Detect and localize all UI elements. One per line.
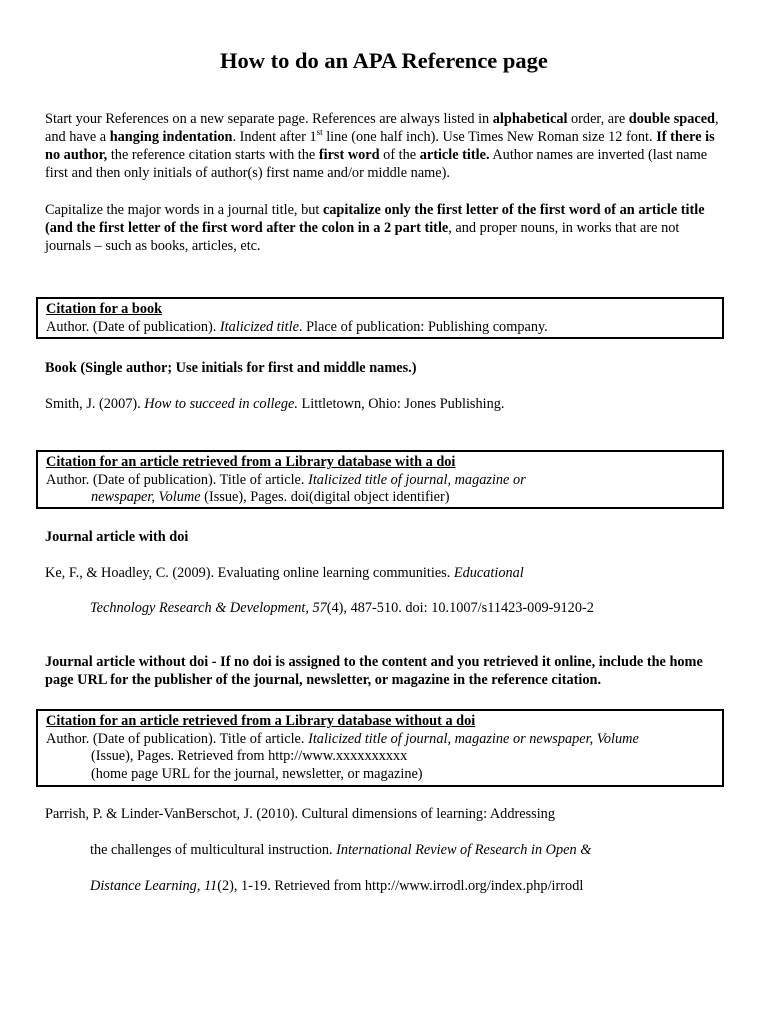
doi-heading: Journal article with doi [45, 529, 189, 545]
no-doi-example-line-3: Distance Learning, 11(2), 1-19. Retrieved from http://www.irrodl.org/index.php/irrodl [90, 878, 584, 894]
doi-example-line-2: Technology Research & Development, 57(4), 487-510. doi: 10.1007/s11423-009-9120-2 [90, 600, 594, 616]
doi-example-line-1: Ke, F., & Hoadley, C. (2009). Evaluating online learning communities. Educational [45, 565, 524, 581]
book-citation-box [36, 297, 724, 339]
book-citation-format: Author. (Date of publication). Italicized title. Place of publication: Publishing company. [46, 318, 548, 335]
intro-paragraph-2: Capitalize the major words in a journal title, but capitalize only the first letter of the first word of an article title (and the first letter of the first word after the colon in a 2 part title, and proper nouns, in works that are not journals – such as books, articles, etc. [45, 202, 705, 254]
book-citation-box-title: Citation for a book [46, 301, 163, 317]
page-title: How to do an APA Reference page [220, 48, 548, 73]
book-heading: Book (Single author; Use initials for first and middle names.) [45, 360, 417, 376]
no-doi-citation-format-line-3: (home page URL for the journal, newsletter, or magazine) [91, 765, 423, 782]
book-example: Smith, J. (2007). How to succeed in college. Littletown, Ohio: Jones Publishing. [45, 396, 505, 412]
doi-citation-box [36, 450, 724, 509]
no-doi-citation-format-line-1: Author. (Date of publication). Title of article. Italicized title of journal, magazine or newspaper, Volume [46, 730, 639, 747]
no-doi-example-line-2: the challenges of multicultural instruction. International Review of Research in Open & [90, 842, 592, 858]
doi-citation-box-title: Citation for an article retrieved from a Library database with a doi [46, 454, 456, 470]
no-doi-citation-box-title: Citation for an article retrieved from a Library database without a doi [46, 713, 476, 729]
intro-paragraph-1: Start your References on a new separate page. References are always listed in alphabetical order, are double spaced, and have a hanging indentation. Indent after 1st line (one half inch). Use Times New Roman size 12 font. If there is no author, the reference citation starts with the first word of the article title. Author names are inverted (last name first and then only initials of author(s) first name and/or middle name). [45, 111, 719, 181]
no-doi-citation-format-line-2: (Issue), Pages. Retrieved from http://www.xxxxxxxxxx [91, 748, 408, 765]
doi-citation-format-line-2: newspaper, Volume (Issue), Pages. doi(digital object identifier) [91, 489, 450, 506]
no-doi-example-line-1: Parrish, P. & Linder-VanBerschot, J. (2010). Cultural dimensions of learning: Addressing [45, 806, 555, 822]
no-doi-citation-box [36, 709, 724, 787]
no-doi-heading: Journal article without doi - If no doi is assigned to the content and you retrieved it online, include the home page URL for the publisher of the journal, newsletter, or magazine in the reference citation. [45, 654, 703, 688]
doi-citation-format-line-1: Author. (Date of publication). Title of article. Italicized title of journal, magazine or [46, 471, 526, 488]
